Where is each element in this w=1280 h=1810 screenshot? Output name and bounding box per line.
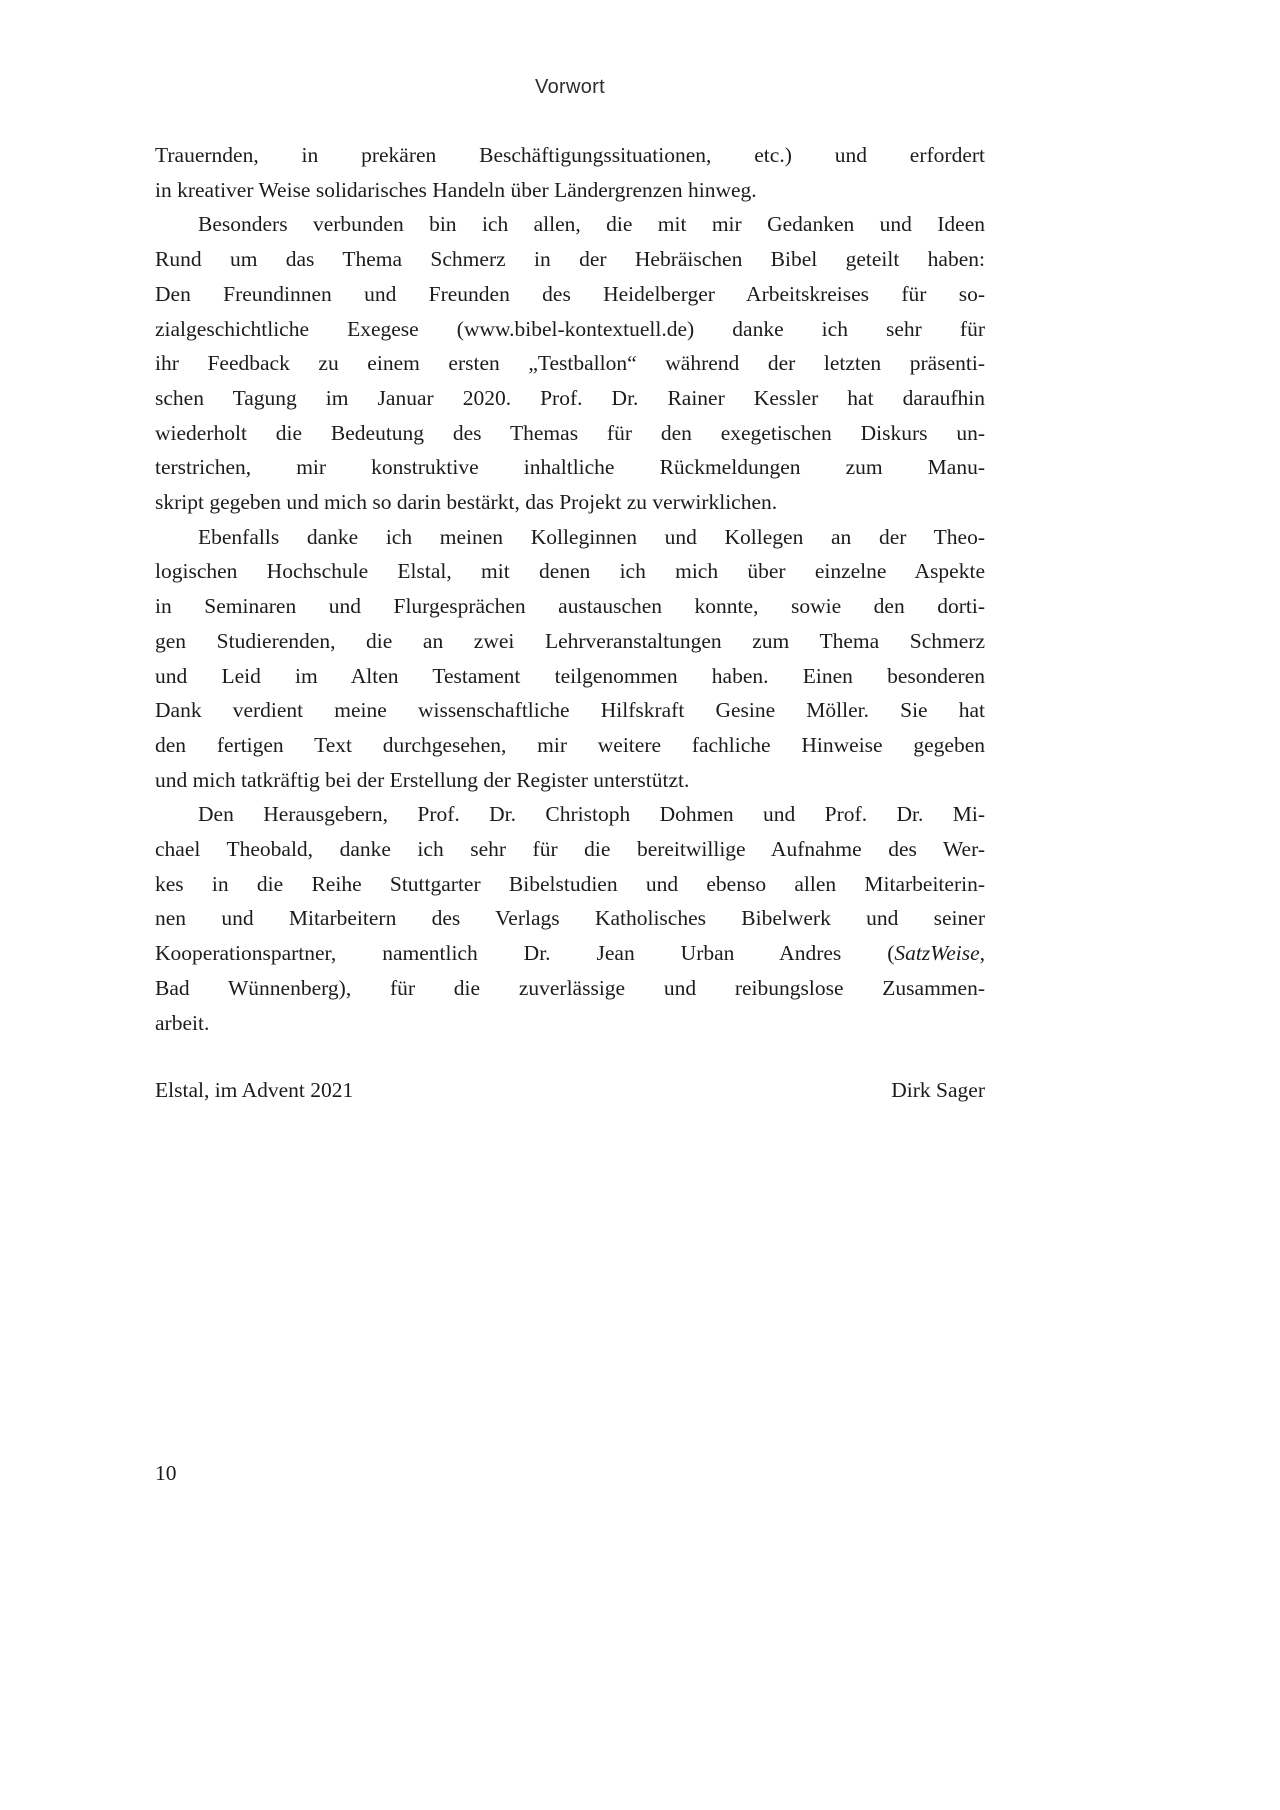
plain-text: in kreativer Weise solidarisches Handeln über Ländergrenzen hinweg. [155,177,757,202]
plain-text: Trauernden, in prekären Beschäftigungssituationen, etc.) und erfordert [155,143,985,167]
paragraph [155,207,985,519]
text-line [155,381,985,416]
plain-text: und Leid im Alten Testament teilgenommen haben. Einen besonderen [155,663,985,688]
plain-text: ihr Feedback zu einem ersten „Testballon“ während der letzten präsenti- [155,351,985,376]
plain-text: Besonders verbunden bin ich allen, die mit mir Gedanken und Ideen [198,212,985,237]
text-line [155,173,985,208]
signature-line [155,1073,985,1108]
page-number: 10 [155,1461,177,1485]
text-line [155,207,985,242]
plain-text: Den Freundinnen und Freunden des Heidelberger Arbeitskreises für so- [155,281,985,306]
text-line [155,693,985,728]
paragraph [155,138,985,207]
plain-text: Ebenfalls danke ich meinen Kolleginnen und Kollegen an der Theo- [198,524,985,549]
text-line [155,797,985,832]
plain-text: nen und Mitarbeitern des Verlags Katholisches Bibelwerk und seiner [155,906,985,931]
plain-text: Den Herausgebern, Prof. Dr. Christoph Dohmen und Prof. Dr. Mi- [198,802,985,827]
text-line [155,589,985,624]
signature-place-date: Elstal, im Advent 2021 [155,1078,354,1102]
text-line [155,867,985,902]
plain-text: , [979,941,985,966]
plain-text: Kooperationspartner, namentlich Dr. Jean Urban Andres ( [155,941,895,966]
text-line [155,242,985,277]
text-line [155,416,985,451]
text-line [155,624,985,659]
plain-text: schen Tagung im Januar 2020. Prof. Dr. Rainer Kessler hat daraufhin [155,385,985,410]
text-line [155,832,985,867]
paragraph [155,797,985,1040]
paragraph [155,520,985,798]
text-line [155,346,985,381]
plain-text: terstrichen, mir konstruktive inhaltliche Rückmeldungen zum Manu- [155,455,985,480]
text-line [155,485,985,520]
text-line [155,936,985,971]
plain-text: wiederholt die Bedeutung des Themas für den exegetischen Diskurs un- [155,420,985,445]
plain-text: logischen Hochschule Elstal, mit denen ich mich über einzelne Aspekte [155,559,985,584]
plain-text: Rund um das Thema Schmerz in der Hebräischen Bibel geteilt haben: [155,247,985,272]
text-line [155,450,985,485]
text-line [155,1006,985,1041]
plain-text: in Seminaren und Flurgesprächen austauschen konnte, sowie den dorti- [155,594,985,619]
plain-text: chael Theobald, danke ich sehr für die bereitwillige Aufnahme des Wer- [155,837,985,862]
text-line [155,520,985,555]
signature-author: Dirk Sager [891,1078,985,1102]
plain-text: arbeit. [155,1010,210,1035]
plain-text: skript gegeben und mich so darin bestärkt, das Projekt zu verwirklichen. [155,490,778,515]
running-head: Vorwort [535,76,605,98]
plain-text: kes in die Reihe Stuttgarter Bibelstudien und ebenso allen Mitarbeiterin- [155,871,985,896]
text-line [155,728,985,763]
plain-text: Dank verdient meine wissenschaftliche Hilfskraft Gesine Möller. Sie hat [155,698,985,723]
text-line [155,554,985,589]
text-line [155,659,985,694]
text-line [155,971,985,1006]
italic-text: SatzWeise [894,941,980,966]
plain-text: Bad Wünnenberg), für die zuverlässige und reibungslose Zusammen- [155,975,985,1000]
text-line [155,277,985,312]
text-line [155,901,985,936]
plain-text: zialgeschichtliche Exegese (www.bibel-kontextuell.de) danke ich sehr für [155,316,985,341]
text-line [155,138,985,173]
plain-text: gen Studierenden, die an zwei Lehrveranstaltungen zum Thema Schmerz [155,628,985,653]
body-text [155,138,985,1040]
text-line [155,763,985,798]
text-line [155,312,985,347]
plain-text: und mich tatkräftig bei der Erstellung der Register unterstützt. [155,767,690,792]
plain-text: den fertigen Text durchgesehen, mir weitere fachliche Hinweise gegeben [155,732,985,757]
